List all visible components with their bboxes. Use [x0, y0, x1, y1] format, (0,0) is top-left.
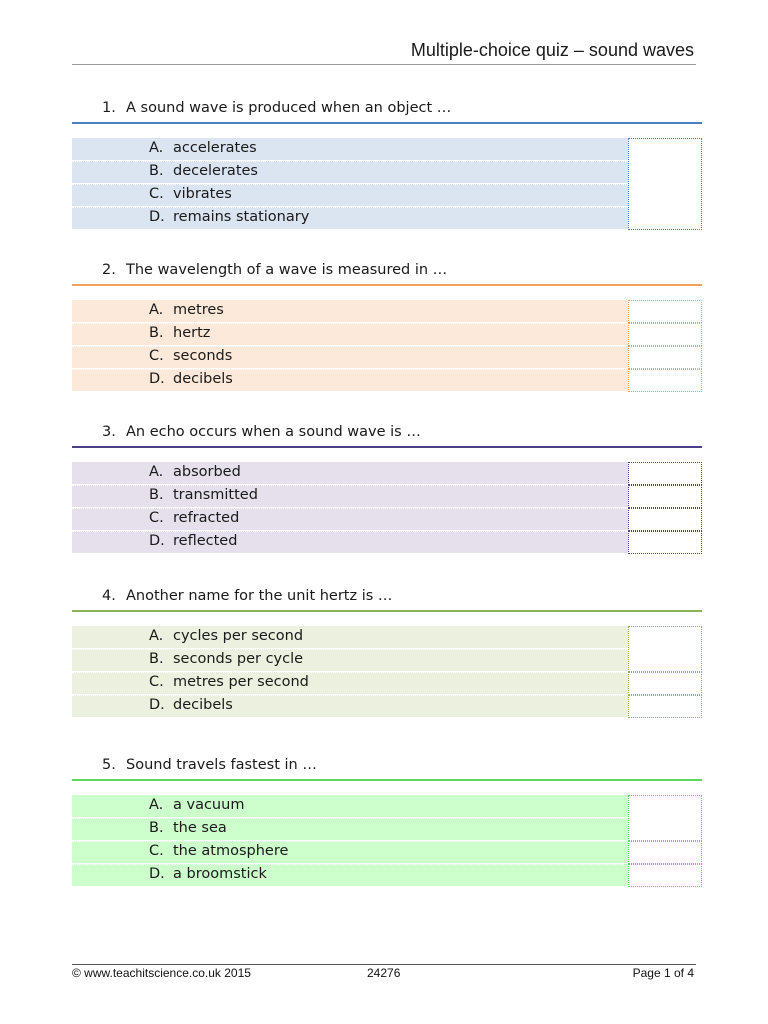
option-separator [72, 841, 628, 842]
footer-page-number: Page 1 of 4 [632, 966, 694, 980]
answer-box[interactable] [628, 508, 702, 531]
option-row [72, 485, 628, 507]
option-letter: D. [149, 533, 165, 549]
answer-box[interactable] [628, 300, 702, 323]
option-letter: B. [149, 820, 164, 836]
option-text: a broomstick [173, 866, 267, 882]
answer-box[interactable] [628, 369, 702, 392]
option-row [72, 672, 628, 694]
option-letter: A. [149, 302, 164, 318]
options-list [72, 300, 702, 392]
option-letter: C. [149, 186, 164, 202]
option-letter: C. [149, 843, 164, 859]
option-row [72, 531, 628, 553]
options-list [72, 138, 702, 230]
option-row [72, 841, 628, 863]
question-divider [72, 779, 702, 781]
option-letter: A. [149, 628, 164, 644]
question-text: The wavelength of a wave is measured in … [126, 262, 448, 278]
option-row [72, 300, 628, 322]
option-text: vibrates [173, 186, 232, 202]
option-text: metres [173, 302, 224, 318]
option-row [72, 346, 628, 368]
option-row [72, 649, 628, 671]
option-text: hertz [173, 325, 211, 341]
option-text: reflected [173, 533, 238, 549]
option-row [72, 184, 628, 206]
option-text: transmitted [173, 487, 258, 503]
answer-box[interactable] [628, 323, 702, 346]
question-divider [72, 122, 702, 124]
footer-code: 24276 [367, 966, 401, 980]
option-letter: A. [149, 140, 164, 156]
option-text: decibels [173, 697, 233, 713]
option-letter: D. [149, 866, 165, 882]
option-row [72, 508, 628, 530]
option-letter: D. [149, 697, 165, 713]
option-row [72, 161, 628, 183]
option-letter: C. [149, 510, 164, 526]
answer-box[interactable] [628, 531, 702, 554]
option-separator [72, 864, 628, 865]
answer-box[interactable] [628, 795, 702, 841]
question-divider [72, 610, 702, 612]
question-number: 2. [102, 262, 116, 278]
answer-box[interactable] [628, 462, 702, 485]
answer-box[interactable] [628, 841, 702, 864]
options-list [72, 795, 702, 887]
question-divider [72, 284, 702, 286]
question-text: A sound wave is produced when an object … [126, 100, 452, 116]
footer-copyright: © www.teachitscience.co.uk 2015 [72, 966, 251, 980]
option-separator [72, 323, 628, 324]
option-row [72, 207, 628, 229]
option-text: decibels [173, 371, 233, 387]
option-separator [72, 207, 628, 208]
option-separator [72, 672, 628, 673]
option-text: the atmosphere [173, 843, 289, 859]
option-text: decelerates [173, 163, 258, 179]
option-letter: C. [149, 674, 164, 690]
option-letter: A. [149, 797, 164, 813]
answer-box[interactable] [628, 626, 702, 672]
question-text: Sound travels fastest in … [126, 757, 317, 773]
question-text: An echo occurs when a sound wave is … [126, 424, 421, 440]
question-number: 4. [102, 588, 116, 604]
option-text: seconds [173, 348, 233, 364]
option-separator [72, 531, 628, 532]
option-row [72, 818, 628, 840]
option-row [72, 695, 628, 717]
options-list [72, 462, 702, 554]
option-row [72, 323, 628, 345]
option-text: remains stationary [173, 209, 310, 225]
option-letter: C. [149, 348, 164, 364]
option-row [72, 138, 628, 160]
option-text: accelerates [173, 140, 257, 156]
option-letter: B. [149, 325, 164, 341]
option-row [72, 369, 628, 391]
header-divider [72, 64, 696, 65]
option-row [72, 864, 628, 886]
option-row [72, 462, 628, 484]
option-letter: B. [149, 651, 164, 667]
page-title: Multiple-choice quiz – sound waves [410, 40, 694, 60]
option-letter: B. [149, 163, 164, 179]
question-number: 3. [102, 424, 116, 440]
answer-box[interactable] [628, 864, 702, 887]
question-number: 5. [102, 757, 116, 773]
option-separator [72, 649, 628, 650]
option-text: seconds per cycle [173, 651, 304, 667]
option-text: a vacuum [173, 797, 245, 813]
answer-box[interactable] [628, 138, 702, 230]
question-number: 1. [102, 100, 116, 116]
option-text: metres per second [173, 674, 309, 690]
option-row [72, 626, 628, 648]
option-separator [72, 184, 628, 185]
option-letter: B. [149, 487, 164, 503]
option-letter: D. [149, 209, 165, 225]
option-text: refracted [173, 510, 240, 526]
option-text: cycles per second [173, 628, 304, 644]
answer-box[interactable] [628, 485, 702, 508]
question-divider [72, 446, 702, 448]
option-separator [72, 346, 628, 347]
option-separator [72, 161, 628, 162]
option-separator [72, 818, 628, 819]
option-text: the sea [173, 820, 227, 836]
option-text: absorbed [173, 464, 241, 480]
answer-box[interactable] [628, 695, 702, 718]
option-separator [72, 485, 628, 486]
answer-box[interactable] [628, 672, 702, 695]
option-separator [72, 369, 628, 370]
option-separator [72, 508, 628, 509]
option-letter: A. [149, 464, 164, 480]
footer-divider [72, 964, 696, 965]
option-letter: D. [149, 371, 165, 387]
option-row [72, 795, 628, 817]
question-text: Another name for the unit hertz is … [126, 588, 393, 604]
option-separator [72, 695, 628, 696]
answer-box[interactable] [628, 346, 702, 369]
options-list [72, 626, 702, 718]
